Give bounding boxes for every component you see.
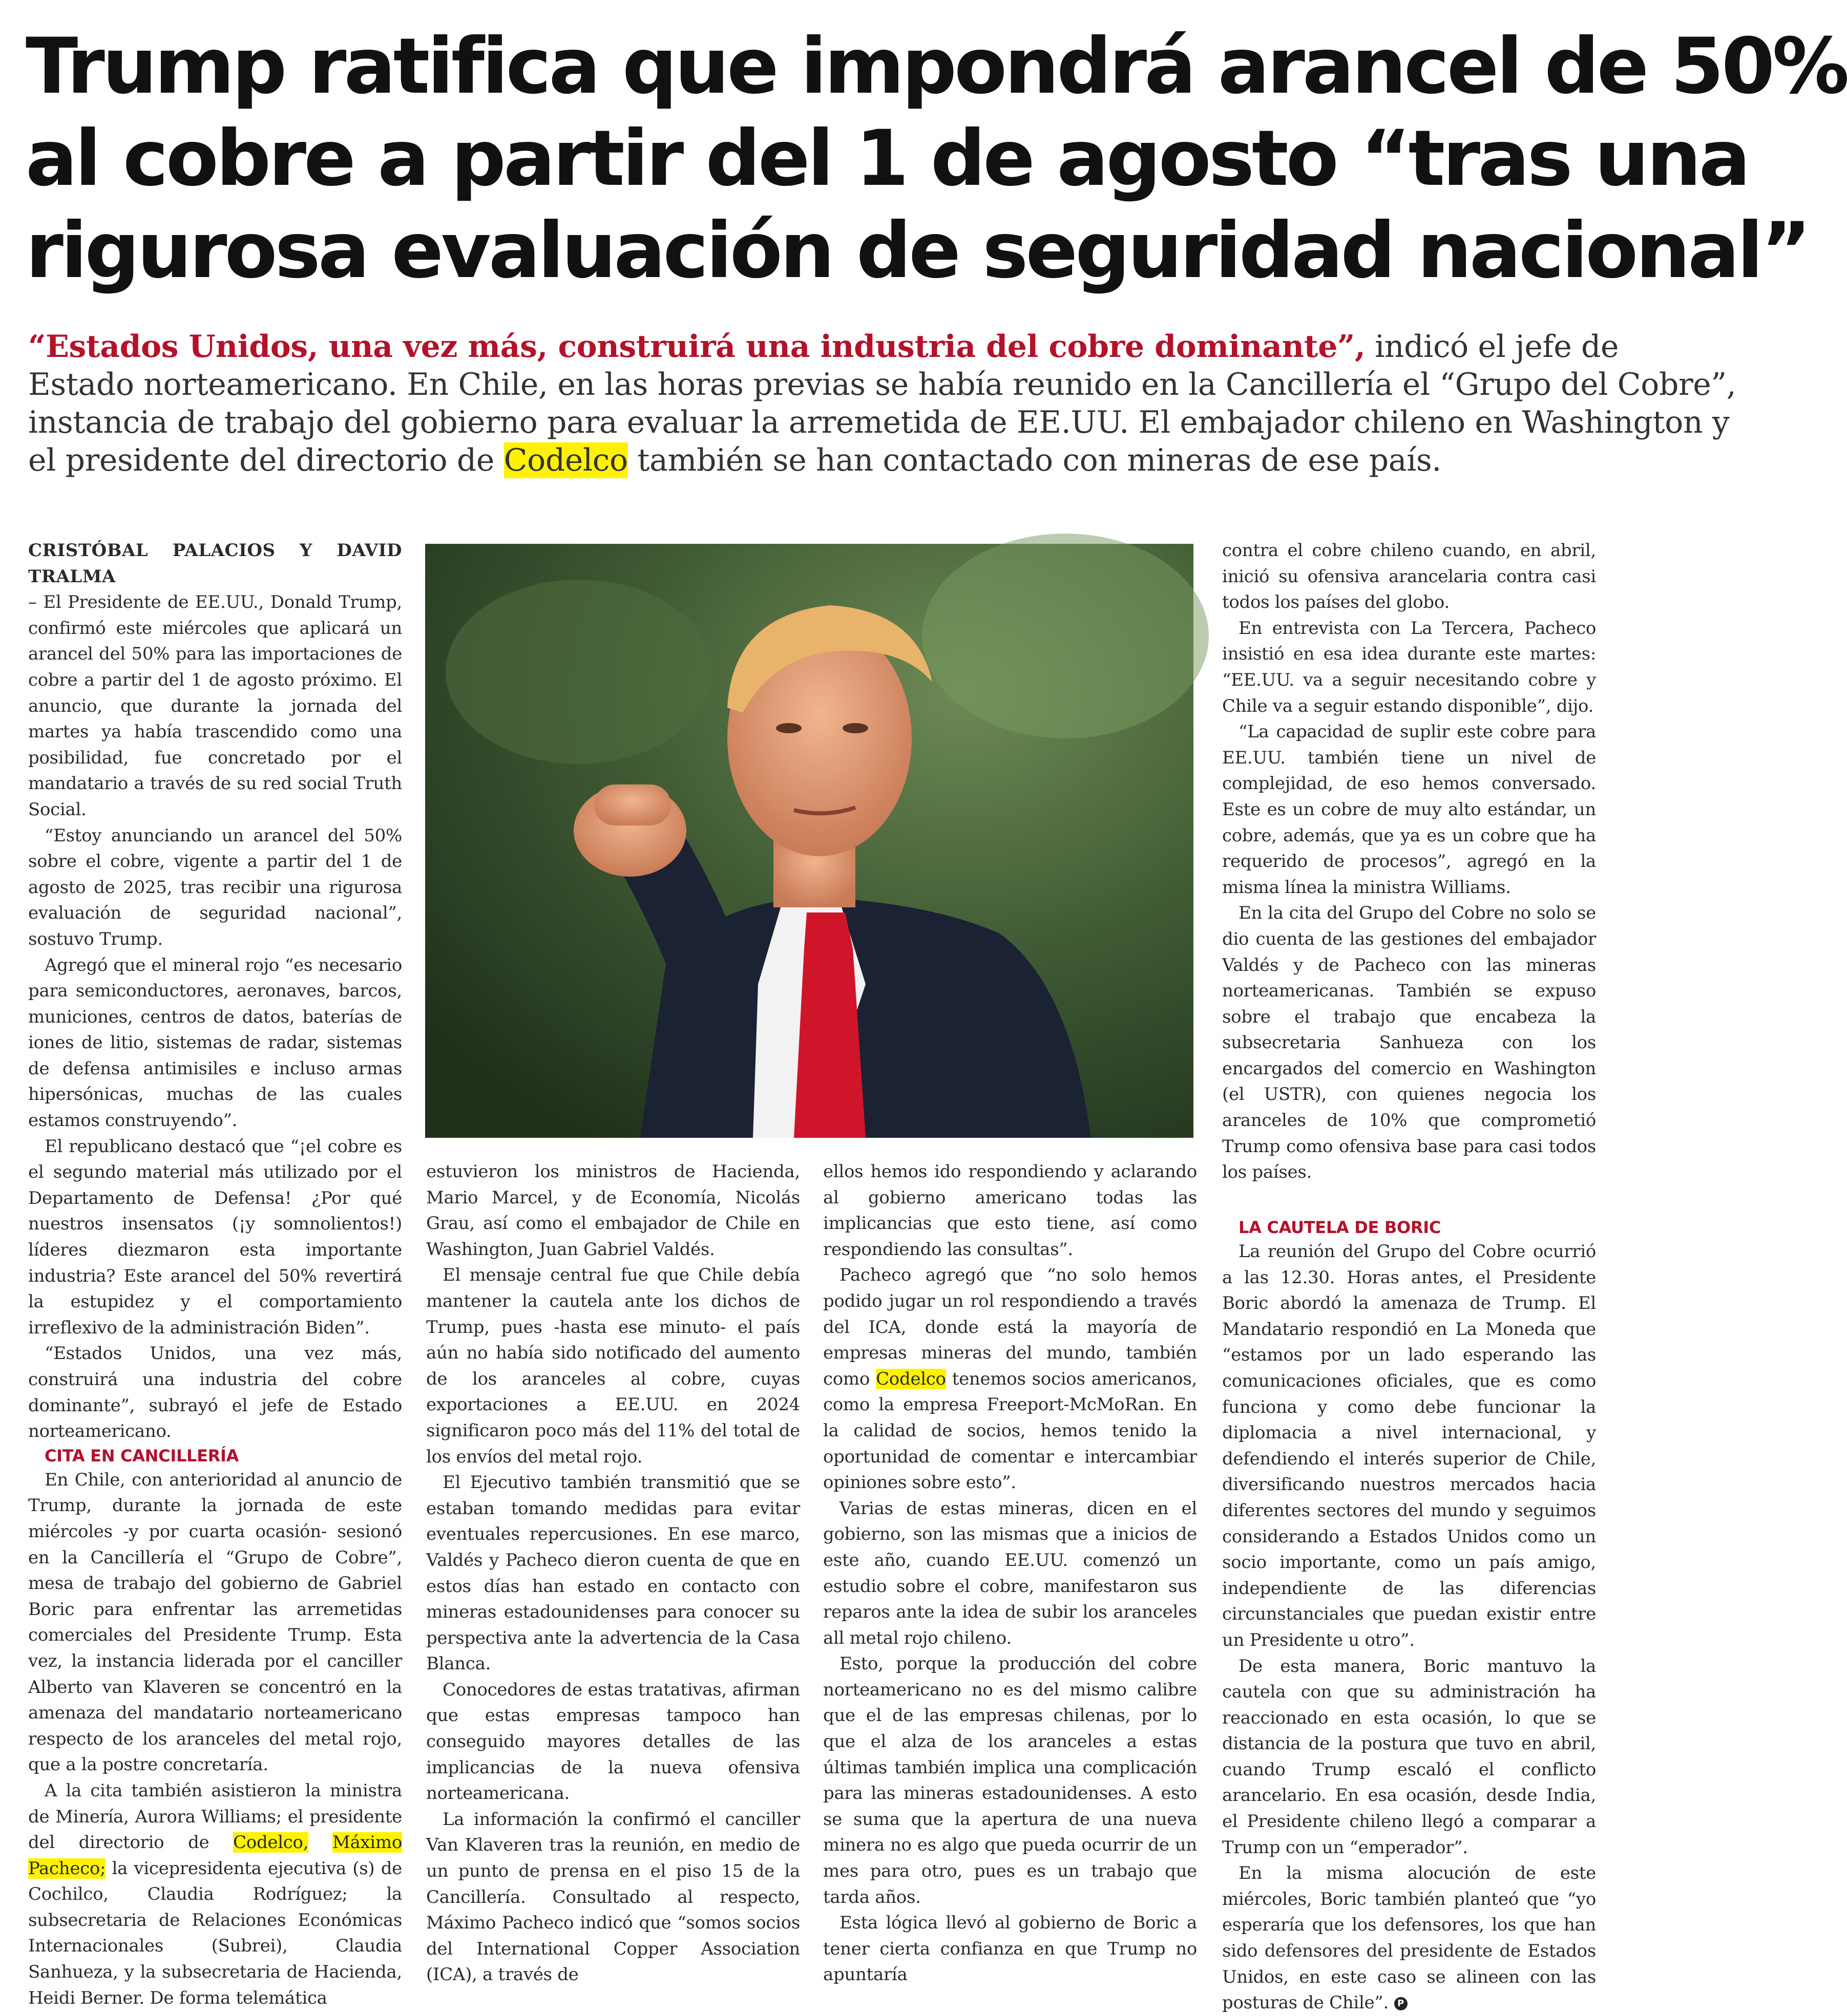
subheading-la-cautela-de-boric: LA CAUTELA DE BORIC bbox=[1239, 1218, 1441, 1237]
paragraph bbox=[28, 1778, 402, 2011]
paragraph-text: A la cita también asistieron la ministra de Minería, Aurora Williams; el presidente del directorio de bbox=[28, 1780, 402, 1853]
subheading-cita-en-cancilleria: CITA EN CANCILLERÍA bbox=[45, 1446, 239, 1466]
highlight-codelco: Codelco, bbox=[233, 1832, 309, 1853]
article-column-4-upper bbox=[1222, 538, 1596, 1185]
headline bbox=[26, 20, 1847, 297]
paragraph: “La capacidad de suplir este cobre para EE.UU. también tiene un nivel de complejidad, de eso hemos conversado. Este es un cobre de muy alto estándar, un cobre, además, que ya es un cobre que ha requerido de procesos”, agregó en la misma línea la ministra Williams. bbox=[1222, 721, 1596, 898]
highlight-pacheco: Pacheco; bbox=[28, 1858, 106, 1879]
paragraph bbox=[823, 1262, 1197, 1495]
deck-quote: “Estados Unidos, una vez más, construirá una industria del cobre dominante”, bbox=[28, 329, 1366, 365]
paragraph: “Estados Unidos, una vez más, construirá una industria del cobre dominante”, subrayó el jefe de Estado norteamericano. bbox=[28, 1343, 402, 1442]
deck-line-4-b: también se han contactado con mineras de ese país. bbox=[627, 442, 1441, 478]
paragraph: ellos hemos ido respondiendo y aclarando al gobierno americano todas las implicancias que esto tiene, así como respondiendo las consultas”. bbox=[823, 1161, 1197, 1260]
paragraph: En la cita del Grupo del Cobre no solo se dio cuenta de las gestiones del embajador Valdés y de Pacheco con las mineras norteamericanas. También se expuso sobre el trabajo que encabeza la subsecretaria Sanhueza con los encargados del comercio en Washington (el USTR), con quienes negocia los aranceles de 10% que comprometió Trump como ofensiva base para casi todos los países. bbox=[1222, 903, 1596, 1183]
paragraph: – El Presidente de EE.UU., Donald Trump, confirmó este miércoles que aplicará un arancel del 50% para las importaciones de cobre a partir del 1 de agosto próximo. El anuncio, que durante la jornada del martes ya había trascendido como una posibilidad, fue concretado por el mandatario a través de su red social Truth Social. bbox=[28, 592, 402, 820]
paragraph: Agregó que el mineral rojo “es necesario para semiconductores, aeronaves, barcos, municiones, centros de datos, baterías de iones de litio, sistemas de radar, sistemas de defensa antimisiles e incluso armas hipersónicas, muchas de las cuales estamos construyendo”. bbox=[28, 954, 402, 1131]
headline-line-2: al cobre a partir del 1 de agosto “tras una bbox=[26, 114, 1748, 203]
paragraph: El mensaje central fue que Chile debía mantener la cautela ante los dichos de Trump, pues -hasta ese minuto- el país aún no había sido notificado del aumento de los aranceles al cobre, cuyas exportaciones a EE.UU. en 2024 significaron poco más del 11% del total de los envíos del metal rojo. bbox=[426, 1265, 800, 1467]
paragraph: contra el cobre chileno cuando, en abril, inició su ofensiva arancelaria contra casi todos los países del globo. bbox=[1222, 540, 1596, 613]
paragraph: El republicano destacó que “¡el cobre es el segundo material más utilizado por el Departamento de Defensa! ¿Por qué nuestros insensatos (¡y somnolientos!) líderes diezmaron esta importante industria? Este arancel del 50% revertirá la estupidez y el comportamiento irreflexivo de la administración Biden”. bbox=[28, 1136, 402, 1338]
paragraph: Esta lógica llevó al gobierno de Boric a tener cierta confianza en que Trump no apuntaría bbox=[823, 1913, 1197, 1985]
byline: CRISTÓBAL PALACIOS Y DAVID TRALMA bbox=[28, 540, 402, 587]
headline-line-1: Trump ratifica que impondrá arancel de 50% bbox=[26, 22, 1847, 111]
deck-line-1-rest: indicó el jefe de bbox=[1365, 329, 1619, 365]
paragraph-text: la vicepresidenta ejecutiva (s) de Cochilco, Claudia Rodríguez; la subsecretaria de Relaciones Económicas Internacionales (Subrei), Claudia Sanhueza, y la subsecretaria de Hacienda, Heidi Berner. De forma telemática bbox=[28, 1858, 402, 2008]
article-column-2 bbox=[426, 1159, 800, 1988]
paragraph: estuvieron los ministros de Hacienda, Mario Marcel, y de Economía, Nicolás Grau, así como el embajador de Chile en Washington, Juan Gabriel Valdés. bbox=[426, 1161, 800, 1260]
end-of-article-icon: P bbox=[1394, 1997, 1408, 2010]
highlight-codelco: Codelco bbox=[503, 442, 628, 478]
deck-line-4 bbox=[28, 441, 1596, 479]
deck-line-3: instancia de trabajo del gobierno para evaluar la arremetida de EE.UU. El embajador chileno en Washington y bbox=[28, 405, 1730, 440]
paragraph: De esta manera, Boric mantuvo la cautela con que su administración ha reaccionado en esta ocasión, lo que se distancia de la postura que tuvo en abril, cuando Trump escaló el conflicto arancelario. En esa ocasión, desde India, el Presidente chileno llegó a comparar a Trump con un “emperador”. bbox=[1222, 1656, 1596, 1858]
paragraph: La información la confirmó el canciller Van Klaveren tras la reunión, en medio de un punto de prensa en el piso 15 de la Cancillería. Consultado al respecto, Máximo Pacheco indicó que “somos socios del International Copper Association (ICA), a través de bbox=[426, 1809, 800, 1985]
trump-illustration bbox=[425, 544, 1193, 1138]
article-column-1 bbox=[28, 538, 402, 2011]
paragraph-text: Pacheco agregó que “no solo hemos podido jugar un rol respondiendo a través del ICA, donde está la mayoría de empresas mineras del mundo, también como bbox=[823, 1265, 1197, 1389]
paragraph bbox=[1222, 1860, 1596, 2016]
paragraph: “Estoy anunciando un arancel del 50% sobre el cobre, vigente a partir del 1 de agosto de 2025, tras recibir una rigurosa evaluación de seguridad nacional”, sostuvo Trump. bbox=[28, 825, 402, 949]
paragraph: En entrevista con La Tercera, Pacheco insistió en esa idea durante este martes: “EE.UU. va a seguir necesitando cobre y Chile va a seguir estando disponible”, dijo. bbox=[1222, 618, 1596, 716]
deck-line-2: Estado norteamericano. En Chile, en las horas previas se había reunido en la Cancillería el “Grupo del Cobre”, bbox=[28, 367, 1736, 402]
paragraph: Varias de estas mineras, dicen en el gobierno, son las mismas que a inicios de este año, cuando EE.UU. comenzó un estudio sobre el cobre, manifestaron sus reparos ante la idea de subir los aranceles all metal rojo chileno. bbox=[823, 1498, 1197, 1648]
paragraph: El Ejecutivo también transmitió que se estaban tomando medidas para evitar eventuales repercusiones. En ese marco, Valdés y Pacheco dieron cuenta de que en estos días han estado en contacto con mineras estadounidenses para conocer su perspectiva ante la advertencia de la Casa Blanca. bbox=[426, 1472, 800, 1674]
paragraph-text: tenemos socios americanos, como la empresa Freeport-McMoRan. En la calidad de socios, hemos tenido la oportunidad de comentar e intercambiar opiniones sobre esto”. bbox=[823, 1368, 1198, 1493]
deck bbox=[28, 328, 1736, 479]
paragraph: Esto, porque la producción del cobre norteamericano no es del mismo calibre que el de las empresas chilenas, por lo que el alza de los aranceles a estas últimas también implica una complicación para las mineras estadounidenses. A esto se suma que la apertura de una nueva minera no es algo que pueda ocurrir de un mes para otro, pues es un trabajo que tarda años. bbox=[823, 1653, 1197, 1907]
deck-line-1 bbox=[28, 328, 1619, 366]
paragraph: En Chile, con anterioridad al anuncio de Trump, durante la jornada de este miércoles -y por cuarta ocasión- sesionó en la Cancillería el “Grupo de Cobre”, mesa de trabajo del gobierno de Gabriel Boric para enfrentar las arremetidas comerciales del Presidente Trump. Esta vez, la instancia liderada por el canciller Alberto van Klaveren se concentró en la amenaza del mandatario norteamericano respecto de los aranceles del metal rojo, que a la postre concretaría. bbox=[28, 1469, 402, 1775]
paragraph: La reunión del Grupo del Cobre ocurrió a las 12.30. Horas antes, el Presidente Boric abordó la amenaza de Trump. El Mandatario respondió en La Moneda que “estamos por un lado esperando las comunicaciones oficiales, que es como funciona y como debe funcionar la diplomacia a nivel internacional, y defendiendo el interés superior de Chile, diversificando nuestros mercados hacia diferentes sectores del mundo y seguimos considerando a Estados Unidos como un socio importante, como un país amigo, independiente de las diferencias circunstanciales que puedan existir entre un Presidente u otro”. bbox=[1222, 1241, 1596, 1650]
article-column-3-lower bbox=[823, 1159, 1197, 1988]
paragraph-text: En la misma alocución de este miércoles, Boric también planteó que “yo esperaría que los defensores, los que han sido defensores del presidente de Estados Unidos, en este caso se alineen con las posturas de Chile”. bbox=[1222, 1863, 1596, 2013]
highlight-maximo: Máximo bbox=[332, 1832, 402, 1853]
deck-line-4-a: el presidente del directorio de bbox=[28, 442, 504, 478]
trump-photo bbox=[425, 544, 1193, 1138]
headline-line-3: rigurosa evaluación de seguridad nacional” bbox=[26, 206, 1809, 295]
highlight-codelco: Codelco bbox=[876, 1368, 946, 1389]
paragraph: Conocedores de estas tratativas, afirman que estas empresas tampoco han conseguido mayores detalles de las implicancias de la nueva ofensiva norteamericana. bbox=[426, 1679, 800, 1804]
